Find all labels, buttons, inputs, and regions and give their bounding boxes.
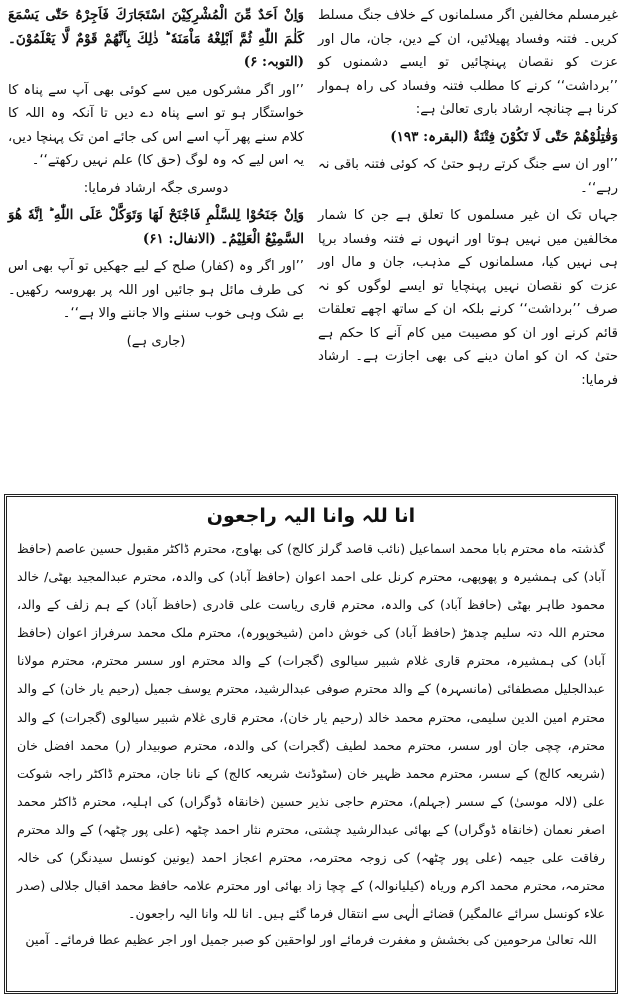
quran-verse-tauba [8, 4, 304, 75]
second-paragraph: جہاں تک ان غیر مسلموں کا تعلق ہے جن کا شمار مخالفین میں نہیں ہوتا اور انہوں نے فتنہ وفساد برپا ہی نہیں کیا، مسلمانوں کے مذہب، جان و مال اور عزت کو نقصان نہیں پہنچایا تو ایسے لوگوں کو نہ صرف ’’برداشت‘‘ کرنے بلکہ ان کے ساتھ اچھے تعلقات قائم کرنے اور ان کو مصیبت میں کام آنے کا حکم ہے حتیٰ کہ ان کو امان دینے کی بھی اجازت ہے۔ ارشاد فرمایا: [318, 208, 618, 388]
verse-text: وَاِنْ اَحَدٌ مِّنَ الْمُشْرِكِيْنَ اسْتَجَارَكَ فَاَجِرْهُ حَتّٰى يَسْمَعَ كَلٰمَ اللّٰهِ ثُمَّ اَبْلِغْهُ مَاْمَنَهٗ ؕ ذٰلِكَ بِاَنَّهُمْ قَوْمٌ لَّا يَعْلَمُوْنَ۔ [8, 7, 304, 47]
right-column [318, 4, 618, 396]
condolence-title: انا للہ وانا الیہ راجعون [206, 505, 416, 527]
condolence-body: گذشتہ ماہ محترم بابا محمد اسماعیل (نائب قاصد گرلز کالج) کی بھاوج، محترم ڈاکٹر مقبول حسین عاصم (حافظ آباد) کی ہمشیرہ و پھوپھی، محترم کرنل علی احمد اعوان (حافظ آباد) کی والدہ، محترم عبدالمجید بھٹی/ خالد محمود طاہر بھٹی (حافظ آباد) کی والدہ، محترم قاری ریاست علی قادری (حافظ آباد) کے ہم زلف کے والد، محترم اللہ دتہ سلیم چدھڑ (حافظ آباد) کی خوش دامن (شیخوپورہ)، محترم ملک محمد سرفراز اعوان (حافظ آباد) کی ہمشیرہ، محترم قاری غلام شبیر سیالوی (گجرات) کے والد محترم اور سسر محترم، محترم مولانا عبدالجلیل مصطفائی (مانسہرہ) کے والد محترم صوفی عبدالرشید، محترم یوسف جمیل (رحیم یار خان) کے والد محترم امین الدین سلیمی، محترم محمد خالد (رحیم یار خان)، محترم قاری غلام شبیر سیالوی (گجرات) کے والد محترم، چچی جان اور سسر، محترم محمد لطیف (گجرات) کی والدہ، محترم صوبیدار (ر) محمد افضل خان (شریعہ کالج) کے سسر، محترم محمد ظہیر خان (سٹوڈنٹ شریعہ کالج) کے نانا جان، محترم ڈاکٹر راجہ شوکت علی (لالہ موسیٰ) کے سسر (جہلم)، محترم حاجی نذیر حسین (خانقاہ ڈوگراں) کی اہلیہ، محترم ڈاکٹر محمد اصغر نعمان (خانقاہ ڈوگراں) کے بھائی عبدالرشید چشتی، محترم نثار احمد چٹھہ (علی پور چٹھہ) کے والد محترم رفاقت علی جیمہ (علی پور چٹھہ) کی زوجہ محترمہ، محترم اعجاز احمد (یونین کونسل سیدنگر) کی خالہ محترمہ، محترم محمد اکرم وریاہ (کیلیانوالہ) کے چچا زاد بھائی اور محترم علامہ حافظ محمد اقبال جلالی (صدر علاء کونسل سرائے عالمگیر) قضائے الٰہی سے انتقال فرما گئے ہیں۔ انا للہ وانا الیہ راجعون۔ [17, 541, 605, 922]
verse-translation: ’’اور اگر وہ (کفار) صلح کے لیے جھکیں تو آپ بھی اس کی طرف مائل ہو جائیں اور اللہ پر بھروسہ رکھیں۔ بے شک وہی خوب سننے والا جاننے والا ہے‘‘۔ [8, 259, 304, 321]
verse-text: وَاِنْ جَنَحُوْا لِلسَّلْمِ فَاجْنَحْ لَهَا وَتَوَكَّلْ عَلَى اللّٰهِ ؕ اِنَّهٗ هُوَ السَّمِيْعُ الْعَلِيْمُ۔ [8, 207, 304, 247]
quran-verse-baqarah [318, 126, 618, 150]
verse-translation: ’’اور اگر مشرکوں میں سے کوئی بھی آپ سے پناہ کا خواستگار ہو تو اسے پناہ دے دیں تا آنکہ وہ اللہ کا کلام سنے پھر آپ اسے اس کی جائے امن تک پہنچا دیں، یہ اس لیے کہ وہ لوگ (حق کا) علم نہیں رکھتے‘‘۔ [8, 82, 304, 168]
continued-note: (جاری ہے) [126, 333, 186, 349]
quran-verse-anfal [8, 204, 304, 251]
condolence-box [4, 494, 618, 994]
verse-reference: (الانفال: ۶۱) [142, 230, 216, 247]
section-heading: دوسری جگہ ارشاد فرمایا: [83, 180, 229, 196]
verse-reference: (البقرہ: ۱۹۳) [390, 128, 469, 145]
left-column [8, 4, 304, 357]
intro-paragraph: غیرمسلم مخالفین اگر مسلمانوں کے خلاف جنگ مسلط کریں۔ فتنہ وفساد پھیلائیں، ان کے دین، جان، مال اور عزت کو نقصان پہنچائیں تو ایسے دشمنوں کو ’’برداشت‘‘ کرنے کا مطلب فتنہ وفساد کی راہ ہموار کرنا ہے چنانچہ ارشاد باری تعالیٰ ہے: [318, 8, 618, 117]
verse-reference: (التوبہ: ۶) [243, 54, 304, 70]
verse-translation: ’’اور ان سے جنگ کرتے رہو حتیٰ کہ کوئی فتنہ باقی نہ رہے‘‘۔ [318, 157, 618, 196]
condolence-closing: اللہ تعالیٰ مرحومین کی بخشش و مغفرت فرمائے اور لواحقین کو صبر جمیل اور اجر عظیم عطا فرمائے۔ آمین [25, 932, 597, 948]
verse-text: وَقٰتِلُوْهُمْ حَتّٰى لَا تَكُوْنَ فِتْنَةٌ [473, 128, 618, 145]
